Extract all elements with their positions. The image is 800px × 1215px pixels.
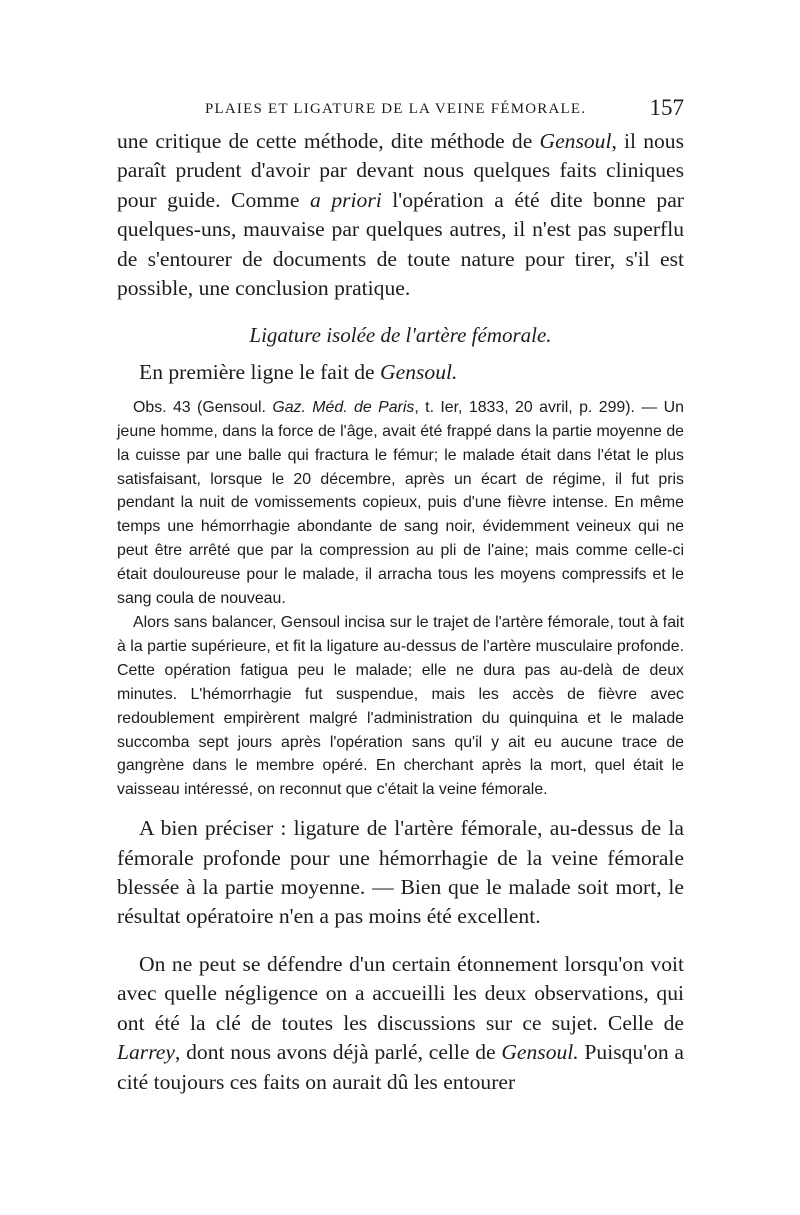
running-header (117, 95, 684, 125)
author-name-gensoul-final: Gensoul. (501, 1040, 579, 1065)
header-title: PLAIES ET LIGATURE DE LA VEINE FÉMORALE. (205, 101, 587, 117)
author-name-gensoul-intro: Gensoul. (380, 360, 458, 385)
journal-title: Gaz. Méd. de Paris (272, 398, 415, 416)
author-name-gensoul: Gensoul (539, 129, 612, 153)
paragraph-intro: En première ligne le fait de Gensoul. (139, 360, 458, 385)
page-number: 157 (649, 95, 684, 120)
paragraph-final: On ne peut se défendre d'un certain étonnement lorsqu'on voit avec quelle négligence on a accueilli les deux observations, qui ont été la clé de toutes les discussions sur ce sujet. Celle de Larrey, dont nous avons déjà parlé, celle de Gensoul. Puisqu'on a cité toujours ces faits on aurait dû les entourer (117, 951, 684, 1094)
observation-43 (117, 396, 684, 802)
observation-paragraph-2: Alors sans balancer, Gensoul incisa sur le trajet de l'artère fémorale, tout à fait à la partie supérieure, et fit la ligature au-dessus de l'artère musculaire profonde. Cette opération fatigua peu le malade; elle ne dura pas au-delà de deux minutes. L'hémorrhagie fut suspendue, mais les accès de fièvre avec redoublement empirèrent malgré l'administration du quinquina et le malade succomba sept jours après l'opération sans qu'il y ait eu aucune trace de gangrène dans le membre opéré. En cherchant après la mort, quel était le vaisseau intéressé, on reconnut que c'était la veine fémorale. (117, 614, 684, 799)
observation-paragraph-1: Un jeune homme, dans la force de l'âge, avait été frappé dans la partie moyenne de la cuisse par une balle qui fractura le fémur; le malade était dans l'état le plus satisfaisant, lorsque le 20 décembre, après un écart de régime, il fut pris pendant la nuit de vomissements copieux, puis d'une fièvre intense. En même temps une hémorrhagie abondante de sang noir, évidemment veineux qui ne peut être arrêté que par la compression au pli de l'aine; mais comme celle-ci était douloureuse pour le malade, il arracha tous les moyens compressifs et le sang coula de nouveau. (117, 398, 684, 608)
author-name-larrey: Larrey (117, 1040, 175, 1065)
paragraph-method-critique: une critique de cette méthode, dite méthode de Gensoul, il nous paraît prudent d'avoir par devant nous quelques faits cliniques pour guide. Comme a priori l'opération a été dite bonne par quelques-uns, mauvaise par quelques autres, il n'est pas superflu de s'entourer de documents de toute nature pour tirer, s'il est possible, une conclusion pratique. (117, 129, 684, 301)
spacer (117, 932, 684, 950)
latin-a-priori: a priori (310, 187, 382, 212)
paragraph-summary: A bien préciser : ligature de l'artère fémorale, au-dessus de la fémorale profonde pour une hémorrhagie de la veine fémorale blessée à la partie moyenne. — Bien que le malade soit mort, le résultat opératoire n'en a pas moins été excellent. (117, 816, 684, 929)
body-text (117, 127, 684, 1097)
section-title: Ligature isolée de l'artère fémorale. (249, 323, 552, 348)
spacer (117, 802, 684, 814)
observation-reference: Obs. 43 (Gensoul. Gaz. Méd. de Paris, t. Ier, 1833, 20 avril, p. 299). — Un jeune homme, dans la force de l'âge, avait été frappé dans la partie moyenne de la cuisse par une balle qui fractura le fémur; le malade était dans l'état le plus satisfaisant, lorsque le 20 décembre, après un écart de régime, il fut pris pendant la nuit de vomissements copieux, puis d'une fièvre intense. En même temps une hémorrhagie abondante de sang noir, évidemment veineux qui ne peut être arrêté que par la compression au pli de l'aine; mais comme celle-ci était douloureuse pour le malade, il arracha tous les moyens compressifs et le sang coula de nouveau. (117, 398, 684, 608)
